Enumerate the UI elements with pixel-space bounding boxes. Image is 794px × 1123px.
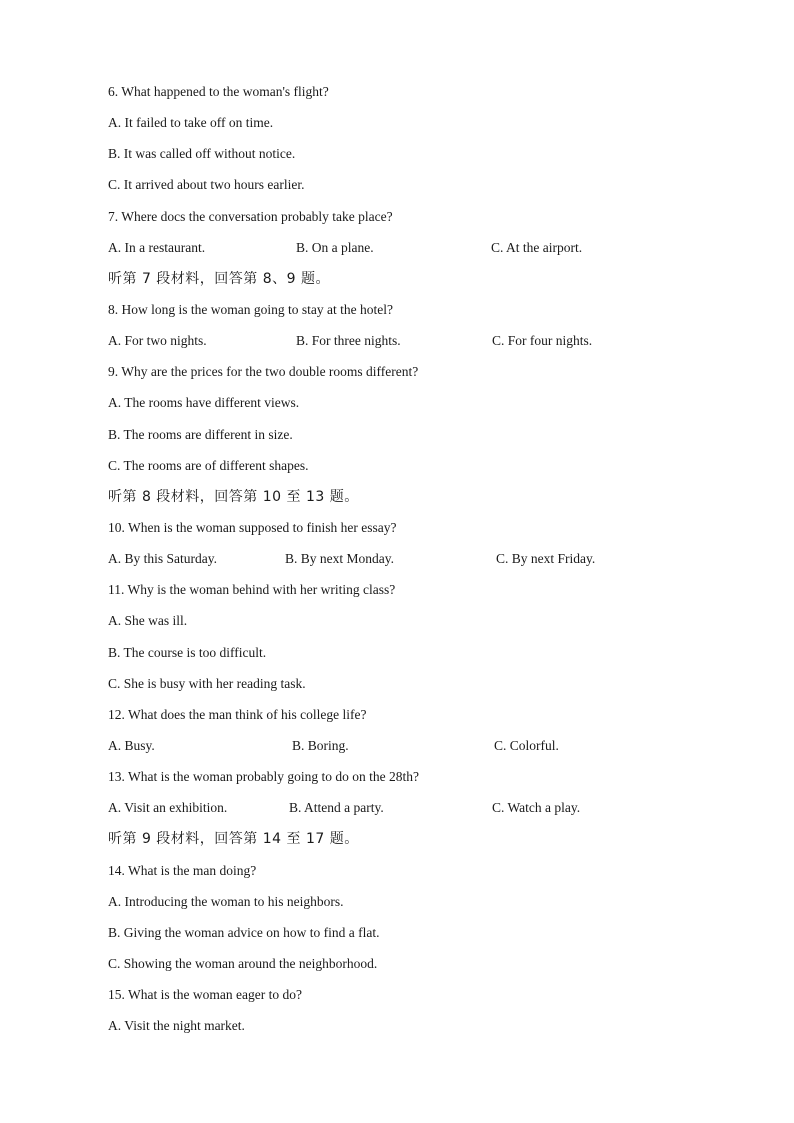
option-8b: B. For three nights. [296, 333, 401, 349]
question-11: 11. Why is the woman behind with her writing class? [108, 582, 396, 598]
option-7a: A. In a restaurant. [108, 239, 206, 255]
option-6a: A. It failed to take off on time. [108, 115, 274, 131]
option-8a: A. For two nights. [108, 333, 207, 349]
option-13c: C. Watch a play. [492, 800, 581, 816]
option-10a: A. By this Saturday. [108, 551, 217, 567]
option-15a: A. Visit the night market. [108, 1018, 245, 1034]
question-13: 13. What is the woman probably going to do on the 28th? [108, 769, 419, 785]
option-13b: B. Attend a party. [289, 800, 384, 816]
section-heading-7: 听第 7 段材料，回答第 8、9 题。 [108, 270, 331, 287]
option-11a: A. She was ill. [108, 613, 188, 629]
option-11b: B. The course is too difficult. [108, 644, 267, 660]
options-12 [108, 735, 668, 766]
option-9a: A. The rooms have different views. [108, 395, 300, 411]
question-10: 10. When is the woman supposed to finish her essay? [108, 519, 397, 535]
question-15: 15. What is the woman eager to do? [108, 987, 302, 1003]
option-6c: C. It arrived about two hours earlier. [108, 177, 305, 193]
option-12a: A. Busy. [108, 737, 155, 753]
option-9c: C. The rooms are of different shapes. [108, 457, 309, 473]
option-14a: A. Introducing the woman to his neighbors. [108, 893, 344, 909]
option-8c: C. For four nights. [492, 333, 593, 349]
question-8: 8. How long is the woman going to stay at the hotel? [108, 301, 393, 317]
section-heading-9: 听第 9 段材料，回答第 14 至 17 题。 [108, 831, 359, 848]
option-10b: B. By next Monday. [285, 551, 394, 567]
option-6b: B. It was called off without notice. [108, 146, 296, 162]
option-10c: C. By next Friday. [496, 551, 596, 567]
option-14c: C. Showing the woman around the neighborhood. [108, 955, 378, 971]
question-14: 14. What is the man doing? [108, 862, 257, 878]
question-6: 6. What happened to the woman's flight? [108, 84, 329, 99]
option-7c: C. At the airport. [491, 239, 583, 255]
options-7 [108, 237, 668, 268]
question-7: 7. Where docs the conversation probably take place? [108, 208, 393, 224]
option-13a: A. Visit an exhibition. [108, 800, 228, 816]
option-14b: B. Giving the woman advice on how to find a flat. [108, 924, 380, 940]
question-12: 12. What does the man think of his college life? [108, 706, 367, 722]
document-content [108, 81, 668, 1046]
options-8 [108, 330, 668, 361]
options-13 [108, 797, 668, 828]
option-7b: B. On a plane. [296, 239, 374, 255]
option-12b: B. Boring. [292, 737, 349, 753]
option-9b: B. The rooms are different in size. [108, 426, 293, 442]
option-12c: C. Colorful. [494, 737, 559, 753]
question-9: 9. Why are the prices for the two double rooms different? [108, 364, 419, 380]
options-10 [108, 548, 668, 579]
section-heading-8: 听第 8 段材料，回答第 10 至 13 题。 [108, 488, 359, 505]
option-11c: C. She is busy with her reading task. [108, 675, 306, 691]
